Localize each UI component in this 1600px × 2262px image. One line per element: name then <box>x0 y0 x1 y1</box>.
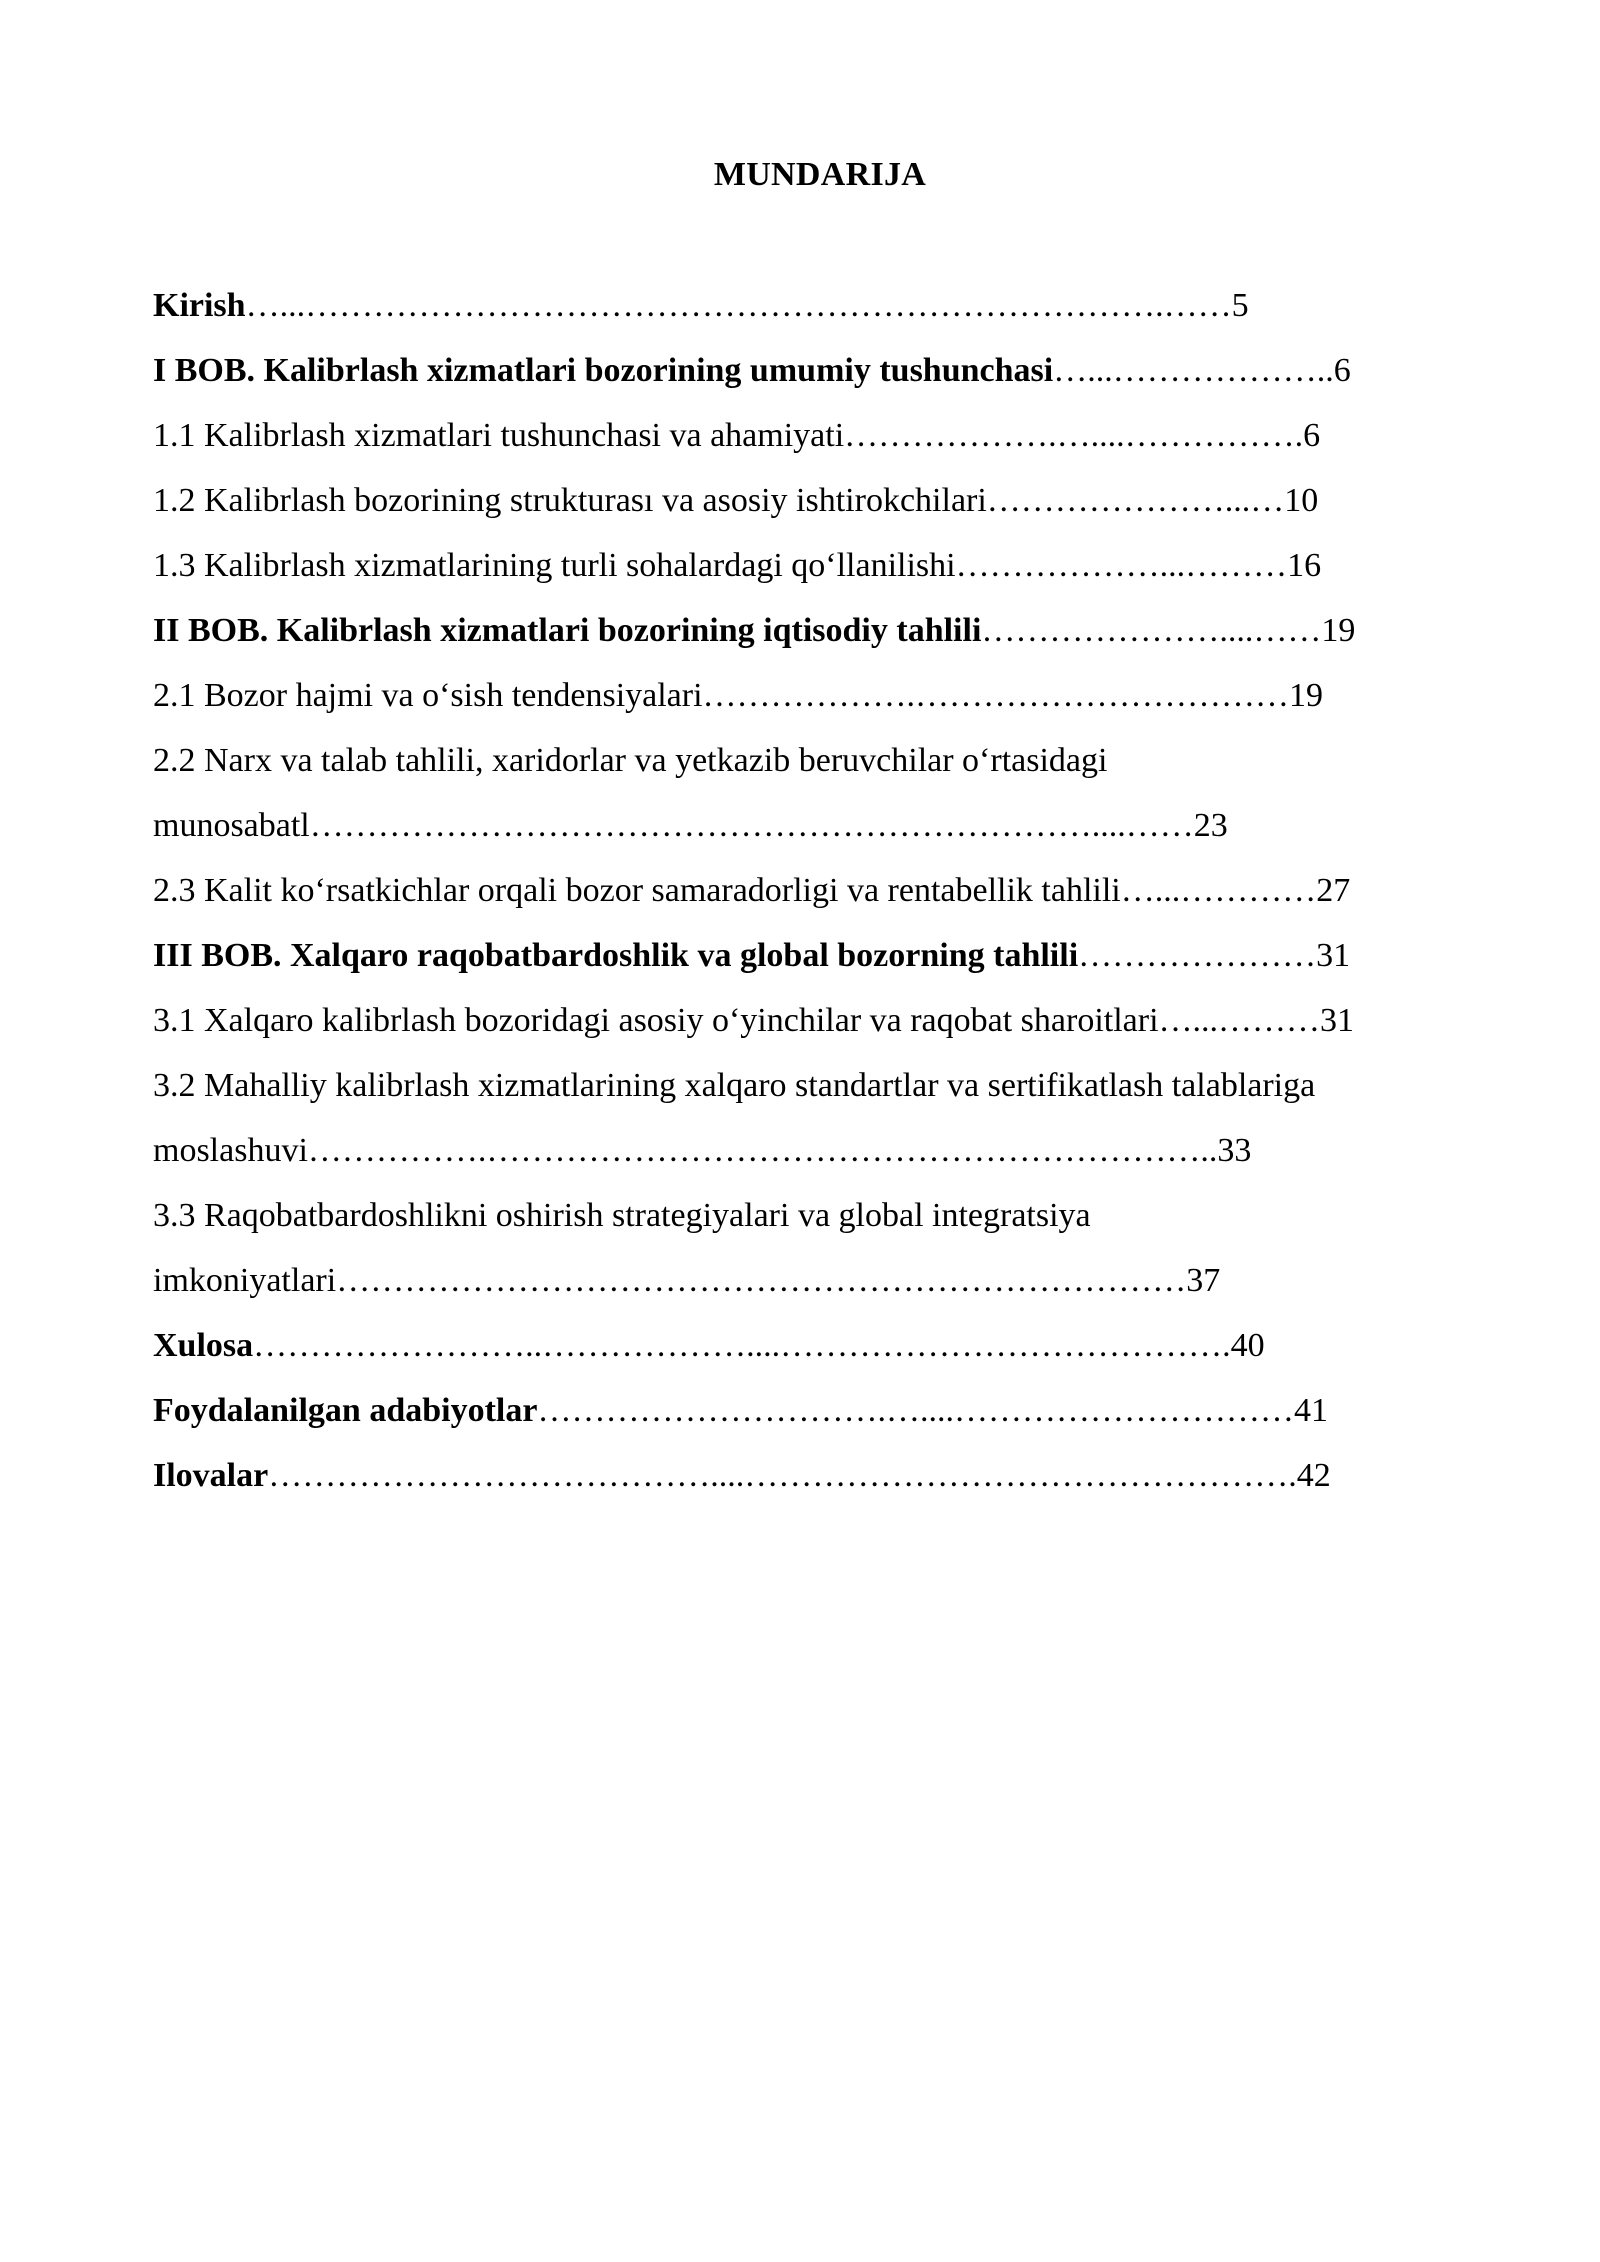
toc-entry-chapter-1 <box>153 344 1473 409</box>
toc-entry-text: Kirish <box>153 287 246 324</box>
toc-entry-page: 37 <box>1186 1262 1221 1299</box>
toc-entry-leader: …...………… <box>1120 872 1317 909</box>
toc-entry-page: 16 <box>1287 547 1322 584</box>
toc-entry-text: 3.1 Xalqaro kalibrlash bozoridagi asosiy oʻyinchilar va raqobat sharoitlari <box>153 1002 1159 1039</box>
toc-entry-section-3-2-continued <box>153 1124 1473 1189</box>
toc-entry-text: I BOB. Kalibrlash xizmatlari bozorining umumiy tushunchasi <box>153 352 1054 389</box>
toc-entry-page: .6 <box>1325 352 1351 389</box>
toc-entry-leader: …...……… <box>1158 1002 1321 1039</box>
toc-entry-section-3-3-continued <box>153 1254 1473 1319</box>
toc-entry-text: moslashuvi <box>153 1132 308 1169</box>
toc-entry-section-3-1 <box>153 994 1473 1059</box>
toc-entry-leader: …...………………. <box>1053 352 1326 389</box>
toc-entry-text: imkoniyatlari <box>153 1262 337 1299</box>
table-of-contents <box>153 279 1473 1514</box>
toc-entry-leader: …………….……………………………………………………….. <box>307 1132 1218 1169</box>
toc-entry-text: 1.3 Kalibrlash xizmatlarining turli sohalardagi qoʻllanilishi <box>153 547 956 584</box>
toc-entry-section-3-3 <box>153 1189 1473 1254</box>
toc-entry-page: 6 <box>1303 417 1321 454</box>
toc-entry-chapter-3 <box>153 929 1473 994</box>
toc-entry-text: 1.2 Kalibrlash bozorining strukturası va asosiy ishtirokchilari <box>153 482 987 519</box>
toc-entry-page: 31 <box>1316 937 1351 974</box>
toc-entry-leader: …………………………………....………………………………………… <box>268 1457 1289 1494</box>
toc-entry-leader: ………………………….…....………………………… <box>537 1392 1294 1429</box>
toc-entry-text: 2.3 Kalit koʻrsatkichlar orqali bozor samaradorligi va rentabellik tahlili <box>153 872 1121 909</box>
toc-entry-page: 5 <box>1231 287 1249 324</box>
toc-entry-leader: ………………… <box>1078 937 1317 974</box>
toc-entry-leader: ………………...……… <box>955 547 1288 584</box>
toc-entry-leader: ………………………………………………………………… <box>336 1262 1187 1299</box>
toc-entry-chapter-2 <box>153 604 1473 669</box>
toc-entry-page: 23 <box>1193 807 1228 844</box>
toc-entry-leader: …...………………………………………………………………….…… <box>245 287 1232 324</box>
toc-entry-leader: …………………....…… <box>981 612 1322 649</box>
page-title: MUNDARIJA <box>713 156 927 193</box>
toc-entry-page: 10 <box>1284 482 1319 519</box>
toc-entry-text: 3.2 Mahalliy kalibrlash xizmatlarining xalqaro standartlar va sertifikatlash talablariga <box>153 1067 1316 1104</box>
toc-entry-text: Ilovalar <box>153 1457 269 1494</box>
toc-entry-references <box>153 1384 1473 1449</box>
toc-entry-conclusion <box>153 1319 1473 1384</box>
toc-entry-section-1-3 <box>153 539 1473 604</box>
toc-entry-leader: ……………………..………………....………………………………… <box>253 1327 1223 1364</box>
toc-entry-text: 1.1 Kalibrlash xizmatlari tushunchasi va ahamiyati <box>153 417 845 454</box>
toc-entry-page: .40 <box>1222 1327 1265 1364</box>
toc-entry-section-2-3 <box>153 864 1473 929</box>
toc-entry-introduction <box>153 279 1473 344</box>
toc-entry-text: munosabatl <box>153 807 310 844</box>
toc-entry-page: 27 <box>1316 872 1351 909</box>
toc-entry-section-2-2 <box>153 734 1473 799</box>
toc-entry-section-1-2 <box>153 474 1473 539</box>
toc-entry-page: .42 <box>1288 1457 1331 1494</box>
toc-entry-section-1-1 <box>153 409 1473 474</box>
toc-entry-page: 33 <box>1217 1132 1252 1169</box>
toc-entry-leader: ……………….…………………………… <box>702 677 1290 714</box>
toc-entry-text: 2.2 Narx va talab tahlili, xaridorlar va yetkazib beruvchilar oʻrtasidagi <box>153 742 1108 779</box>
toc-entry-section-2-1 <box>153 669 1473 734</box>
toc-entry-text: Foydalanilgan adabiyotlar <box>153 1392 538 1429</box>
toc-entry-page: 31 <box>1320 1002 1355 1039</box>
toc-entry-page: 41 <box>1293 1392 1328 1429</box>
toc-entry-appendices <box>153 1449 1473 1514</box>
toc-entry-text: 3.3 Raqobatbardoshlikni oshirish strategiyalari va global integratsiya <box>153 1197 1091 1234</box>
toc-entry-leader: ……………….…....……………. <box>844 417 1304 454</box>
toc-entry-section-3-2 <box>153 1059 1473 1124</box>
toc-entry-text: II BOB. Kalibrlash xizmatlari bozorining iqtisodiy tahlili <box>153 612 982 649</box>
toc-entry-text: III BOB. Xalqaro raqobatbardoshlik va global bozorning tahlili <box>153 937 1079 974</box>
toc-entry-leader: ……………………………………………………………....…… <box>309 807 1194 844</box>
toc-entry-text: 2.1 Bozor hajmi va oʻsish tendensiyalari <box>153 677 703 714</box>
toc-entry-section-2-2-continued <box>153 799 1473 864</box>
toc-entry-page: 19 <box>1321 612 1356 649</box>
toc-entry-text: Xulosa <box>153 1327 254 1364</box>
toc-entry-leader: …………………...… <box>986 482 1285 519</box>
toc-entry-page: 19 <box>1289 677 1324 714</box>
